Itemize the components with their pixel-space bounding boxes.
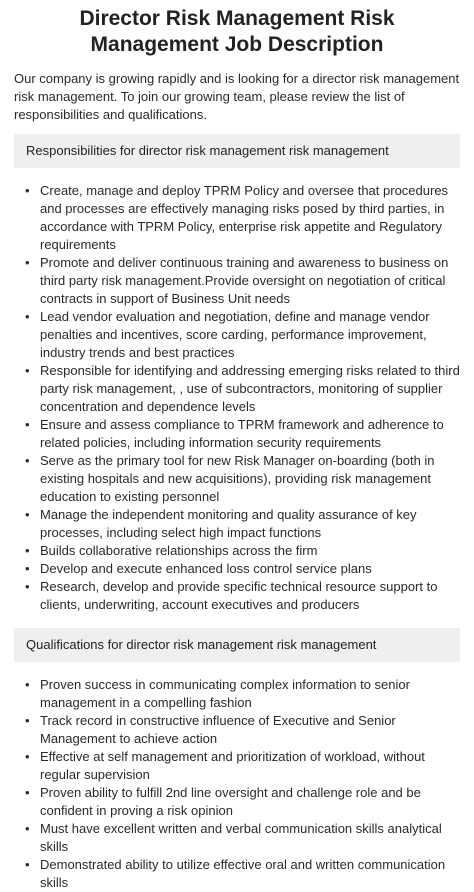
bullet-icon: • <box>25 857 30 872</box>
bullet-icon: • <box>25 183 30 198</box>
list-item <box>25 856 460 892</box>
list-item <box>25 416 460 452</box>
bullet-icon: • <box>25 309 30 324</box>
list-item <box>25 820 460 856</box>
list-item-text: Lead vendor evaluation and negotiation, define and manage vendor penalties and incentives, score carding, performance improvement, industry trends and best practices <box>40 309 430 360</box>
list-item <box>25 362 460 416</box>
list-item <box>25 542 460 560</box>
bullet-icon: • <box>25 543 30 558</box>
list-item-text: Develop and execute enhanced loss control service plans <box>40 561 372 576</box>
qualifications-heading: Qualifications for director risk management risk management <box>14 628 460 662</box>
bullet-icon: • <box>25 749 30 764</box>
intro-paragraph: Our company is growing rapidly and is looking for a director risk management risk management. To join our growing team, please review the list of responsibilities and qualifications. <box>14 71 460 122</box>
list-item <box>25 254 460 308</box>
responsibilities-heading: Responsibilities for director risk management risk management <box>14 134 460 168</box>
list-item <box>25 506 460 542</box>
list-item-text: Track record in constructive influence of Executive and Senior Management to achieve action <box>40 713 396 746</box>
list-item-text: Create, manage and deploy TPRM Policy and oversee that procedures and processes are effectively managing risks posed by third parties, in accordance with TPRM Policy, enterprise risk appetite and Regulatory requirements <box>40 183 449 252</box>
list-item <box>25 748 460 784</box>
list-item <box>25 712 460 748</box>
list-item <box>25 308 460 362</box>
list-item <box>25 676 460 712</box>
list-item-text: Serve as the primary tool for new Risk Manager on-boarding (both in existing hospitals and new acquisitions), providing risk management education to existing personnel <box>40 453 435 504</box>
page-title: Director Risk Management Risk Management Job Description <box>79 7 395 56</box>
bullet-icon: • <box>25 677 30 692</box>
list-item <box>25 452 460 506</box>
bullet-icon: • <box>25 785 30 800</box>
list-item-text: Demonstrated ability to utilize effective oral and written communication skills <box>40 857 446 890</box>
list-item-text: Effective at self management and prioritization of workload, without regular supervision <box>40 749 425 782</box>
list-item-text: Builds collaborative relationships across the firm <box>40 543 318 558</box>
list-item-text: Ensure and assess compliance to TPRM framework and adherence to related policies, including information security requirements <box>40 417 444 450</box>
list-item <box>25 560 460 578</box>
list-item-text: Proven ability to fulfill 2nd line oversight and challenge role and be confident in proving a risk opinion <box>40 785 421 818</box>
list-item <box>25 784 460 820</box>
bullet-icon: • <box>25 417 30 432</box>
list-item <box>25 578 460 614</box>
list-item <box>25 182 460 254</box>
list-item-text: Proven success in communicating complex information to senior management in a compelling fashion <box>40 677 410 710</box>
bullet-icon: • <box>25 579 30 594</box>
bullet-icon: • <box>25 507 30 522</box>
bullet-icon: • <box>25 453 30 468</box>
list-item-text: Promote and deliver continuous training and awareness to business on third party risk management.Provide oversight on negotiation of critical contracts in support of Business Unit needs <box>40 255 449 306</box>
qualifications-list <box>14 676 460 892</box>
list-item-text: Responsible for identifying and addressing emerging risks related to third party risk management, , use of subcontractors, monitoring of supplier concentration and dependence levels <box>40 363 460 414</box>
list-item-text: Must have excellent written and verbal communication skills analytical skills <box>40 821 442 854</box>
list-item-text: Research, develop and provide specific technical resource support to clients, underwriting, account executives and producers <box>40 579 438 612</box>
bullet-icon: • <box>25 561 30 576</box>
responsibilities-list <box>14 182 460 614</box>
bullet-icon: • <box>25 821 30 836</box>
bullet-icon: • <box>25 713 30 728</box>
bullet-icon: • <box>25 255 30 270</box>
bullet-icon: • <box>25 363 30 378</box>
list-item-text: Manage the independent monitoring and quality assurance of key processes, including select high impact functions <box>40 507 417 540</box>
